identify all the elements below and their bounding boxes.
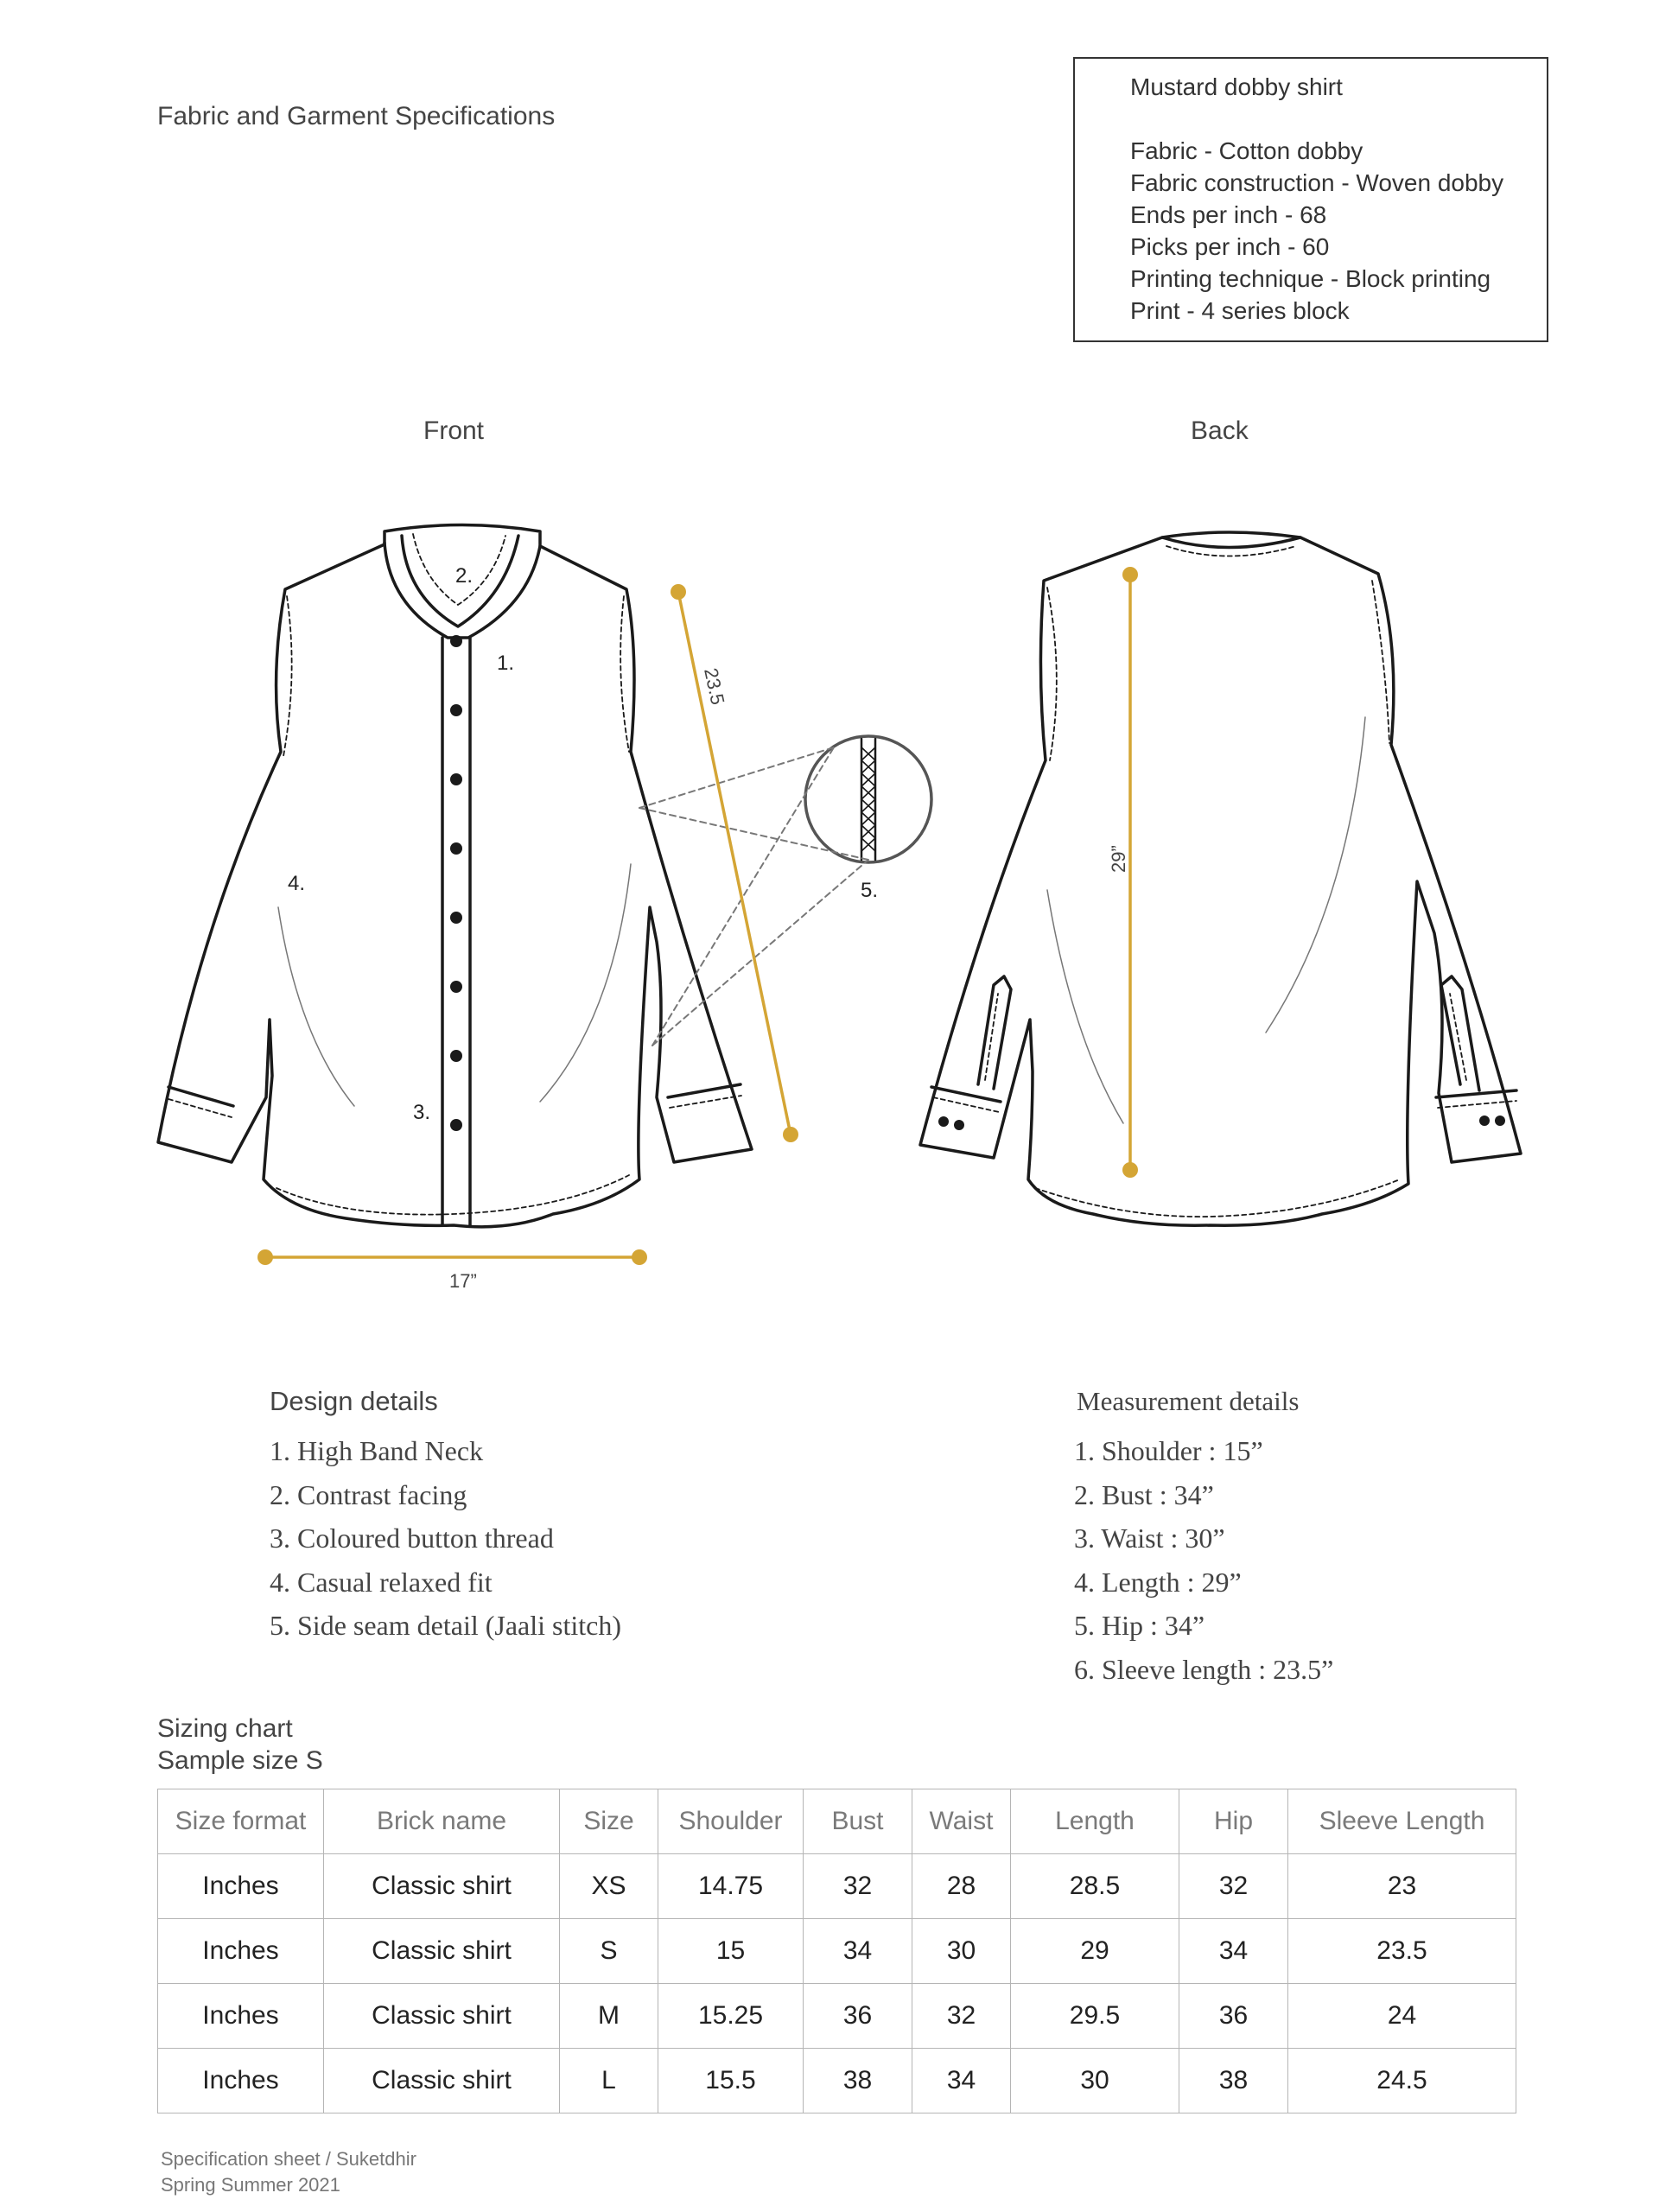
- sizing-chart-heading: [157, 1713, 323, 1777]
- measurement-details-heading: Measurement details: [1077, 1386, 1300, 1416]
- spec-line-ends-per-inch: Ends per inch - 68: [1130, 201, 1327, 228]
- table-row: [158, 1919, 1516, 1984]
- callout-5: 5.: [861, 879, 879, 902]
- spec-line-fabric: Fabric - Cotton dobby: [1130, 137, 1363, 164]
- table-cell: 36: [1179, 1984, 1288, 2049]
- table-cell: 23.5: [1288, 1919, 1516, 1984]
- spec-line-print: Print - 4 series block: [1130, 297, 1350, 324]
- table-row: [158, 2049, 1516, 2113]
- table-header-row: [158, 1789, 1516, 1854]
- back-cuff-buttons: [938, 1116, 1505, 1130]
- width-label: 17”: [449, 1270, 477, 1292]
- table-cell: 15.25: [658, 1984, 804, 2049]
- column-header: Waist: [912, 1789, 1011, 1854]
- table-cell: 32: [804, 1854, 912, 1919]
- table-cell: 29.5: [1011, 1984, 1179, 2049]
- measurement-lines: [257, 567, 1138, 1265]
- sizing-chart-subtitle: Sample size S: [157, 1746, 323, 1775]
- table-cell: Inches: [158, 1984, 324, 2049]
- column-header: Shoulder: [658, 1789, 804, 1854]
- table-cell: 32: [1179, 1854, 1288, 1919]
- design-detail-item: 2. Contrast facing: [270, 1478, 467, 1510]
- column-header: Hip: [1179, 1789, 1288, 1854]
- footer: [161, 2146, 416, 2198]
- measurement-detail-item: 3. Waist : 30”: [1074, 1522, 1225, 1554]
- table-cell: 34: [912, 2049, 1011, 2113]
- front-buttons: [450, 635, 462, 1131]
- table-cell: 34: [1179, 1919, 1288, 1984]
- sizing-table: [157, 1789, 1516, 2113]
- front-view-label: Front: [423, 416, 485, 445]
- garment-name: Mustard dobby shirt: [1130, 73, 1343, 100]
- table-cell: 28.5: [1011, 1854, 1179, 1919]
- table-cell: 15.5: [658, 2049, 804, 2113]
- table-cell: 24: [1288, 1984, 1516, 2049]
- design-detail-item: 5. Side seam detail (Jaali stitch): [270, 1610, 621, 1641]
- page-title: Fabric and Garment Specifications: [157, 102, 556, 130]
- column-header: Size format: [158, 1789, 324, 1854]
- measurement-detail-item: 5. Hip : 34”: [1074, 1610, 1205, 1641]
- spec-line-construction: Fabric construction - Woven dobby: [1130, 169, 1504, 196]
- table-row: [158, 1854, 1516, 1919]
- measurement-detail-item: 6. Sleeve length : 23.5”: [1074, 1653, 1334, 1685]
- sizing-chart-title: Sizing chart: [157, 1714, 293, 1743]
- footer-line-1: Specification sheet / Suketdhir: [161, 2148, 416, 2170]
- spec-line-printing-technique: Printing technique - Block printing: [1130, 265, 1491, 292]
- table-cell: Classic shirt: [324, 1854, 560, 1919]
- design-detail-item: 3. Coloured button thread: [270, 1522, 554, 1554]
- table-cell: 24.5: [1288, 2049, 1516, 2113]
- back-view-label: Back: [1191, 416, 1249, 445]
- table-cell: Classic shirt: [324, 1919, 560, 1984]
- table-cell: 36: [804, 1984, 912, 2049]
- measurement-detail-item: 4. Length : 29”: [1074, 1566, 1242, 1598]
- table-cell: 38: [804, 2049, 912, 2113]
- table-cell: 38: [1179, 2049, 1288, 2113]
- table-cell: 34: [804, 1919, 912, 1984]
- table-cell: Classic shirt: [324, 1984, 560, 2049]
- callout-4: 4.: [288, 872, 306, 895]
- column-header: Brick name: [324, 1789, 560, 1854]
- table-cell: S: [560, 1919, 658, 1984]
- side-seam-detail-lens: [639, 736, 931, 1046]
- table-cell: 15: [658, 1919, 804, 1984]
- design-detail-item: 4. Casual relaxed fit: [270, 1566, 493, 1598]
- callout-2: 2.: [455, 564, 474, 588]
- column-header: Length: [1011, 1789, 1179, 1854]
- column-header: Size: [560, 1789, 658, 1854]
- spec-line-picks-per-inch: Picks per inch - 60: [1130, 233, 1330, 260]
- table-cell: XS: [560, 1854, 658, 1919]
- design-details-heading: Design details: [270, 1386, 438, 1416]
- measurement-details-list: [1074, 1429, 1333, 1691]
- table-cell: 14.75: [658, 1854, 804, 1919]
- table-cell: Inches: [158, 2049, 324, 2113]
- table-cell: 28: [912, 1854, 1011, 1919]
- design-detail-item: 1. High Band Neck: [270, 1435, 484, 1466]
- back-shirt-flat: [920, 532, 1521, 1225]
- measurement-detail-item: 2. Bust : 34”: [1074, 1478, 1214, 1510]
- table-cell: Inches: [158, 1919, 324, 1984]
- table-cell: L: [560, 2049, 658, 2113]
- sleeve-length-label: 23.5: [700, 665, 729, 707]
- table-cell: M: [560, 1984, 658, 2049]
- design-details-list: [270, 1429, 621, 1648]
- column-header: Bust: [804, 1789, 912, 1854]
- table-cell: Inches: [158, 1854, 324, 1919]
- table-row: [158, 1984, 1516, 2049]
- length-label: 29”: [1108, 845, 1129, 873]
- table-cell: 30: [912, 1919, 1011, 1984]
- table-cell: 32: [912, 1984, 1011, 2049]
- footer-line-2: Spring Summer 2021: [161, 2174, 340, 2196]
- column-header: Sleeve Length: [1288, 1789, 1516, 1854]
- table-cell: Classic shirt: [324, 2049, 560, 2113]
- table-cell: 30: [1011, 2049, 1179, 2113]
- table-cell: 23: [1288, 1854, 1516, 1919]
- table-cell: 29: [1011, 1919, 1179, 1984]
- callout-3: 3.: [413, 1101, 431, 1124]
- measurement-detail-item: 1. Shoulder : 15”: [1074, 1435, 1263, 1466]
- callout-1: 1.: [497, 652, 515, 675]
